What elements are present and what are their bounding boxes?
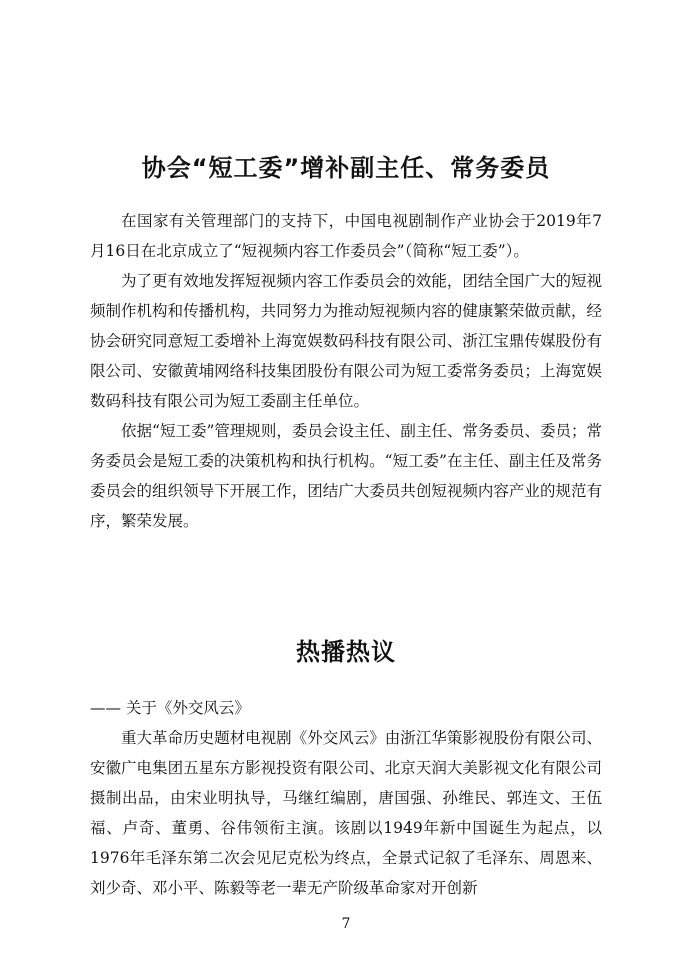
- paragraph-drama-intro: 重大革命历史题材电视剧《外交风云》由浙江华策影视股份有限公司、安徽广电集团五星东方影视投资有限公司、北京天润大美影视文化有限公司摄制出品，由宋业明执导，马继红编剧，唐国强、孙维民、郭连文、王伍福、卢奇、董勇、谷伟领衔主演。该剧以1949年新中国诞生为起点，以1976年毛泽东第二次会见尼克松为终点，全景式记叙了毛泽东、周恩来、刘少奇、邓小平、陈毅等老一辈无产阶级革命家对开创新: [90, 729, 602, 897]
- section-title-committee: 协会“短工委”增补副主任、常务委员: [141, 154, 551, 182]
- section-title-hot-topics: 热播热议: [296, 638, 396, 666]
- page-number: 7: [341, 916, 351, 932]
- paragraph-rules: 依据“短工委”管理规则，委员会设主任、副主任、常务委员、委员；常务委员会是短工委的决策机构和执行机构。“短工委”在主任、副主任及常务委员会的组织领导下开展工作，团结广大委员共创短视频内容产业的规范有序，繁荣发展。: [90, 422, 602, 530]
- paragraph-founding: 在国家有关管理部门的支持下，中国电视剧制作产业协会于2019年7月16日在北京成立了“短视频内容工作委员会”（简称“短工委”）。: [90, 212, 602, 260]
- paragraph-additions: 为了更有效地发挥短视频内容工作委员会的效能，团结全国广大的短视频制作机构和传播机构，共同努力为推动短视频内容的健康繁荣做贡献，经协会研究同意短工委增补上海宽娱数码科技有限公司、浙江宝鼎传媒股份有限公司、安徽黄埔网络科技集团股份有限公司为短工委常务委员；上海宽娱数码科技有限公司为短工委副主任单位。: [90, 272, 602, 410]
- section-body-committee: [90, 206, 602, 536]
- section-body-hot-topics: [90, 693, 602, 903]
- subheading-drama: —— 关于《外交风云》: [90, 699, 250, 717]
